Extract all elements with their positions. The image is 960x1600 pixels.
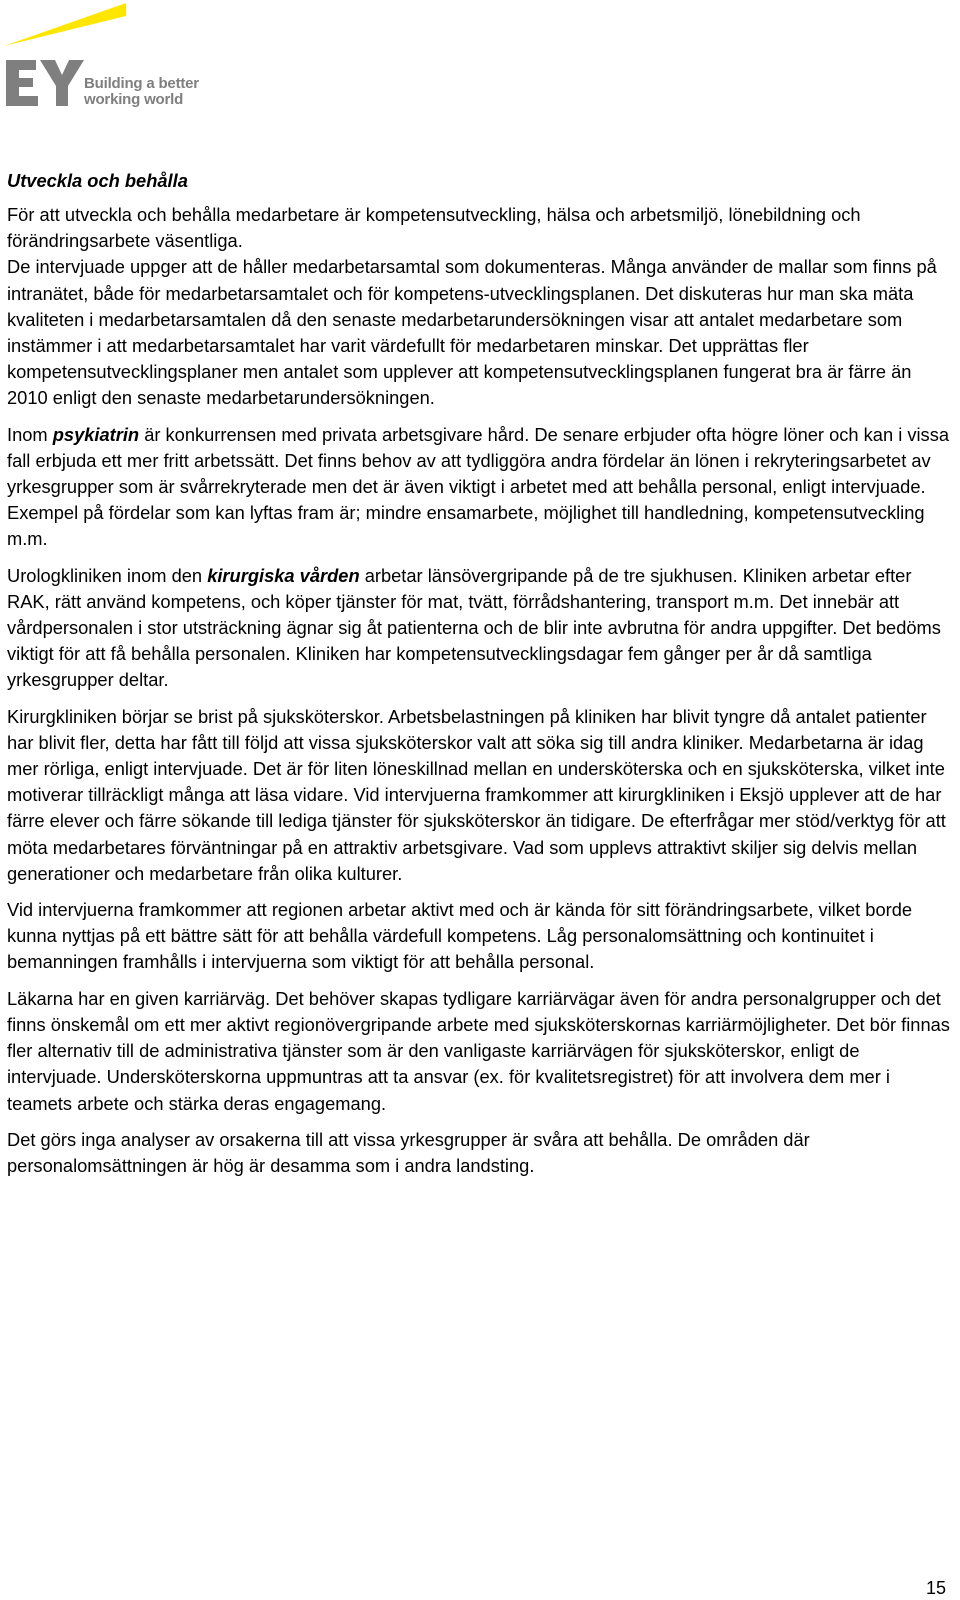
paragraph-3-lead: Inom (7, 423, 53, 445)
paragraph-4-lead: Urologkliniken inom den (7, 564, 208, 586)
paragraph-5: Kirurgkliniken börjar se brist på sjuksköterskor. Arbetsbelastningen på kliniken har blivit tyngre då antalet patienter har blivit fler, detta har fått till följd att vissa sjuksköterskor valt att söka sig till andra kliniker. Medarbetarna är idag mer rörliga, enligt intervjuade. Det är för liten löneskillnad mellan en undersköterska och en sjuksköterska, vilket inte motiverar tillräckligt många att läsa vidare. Vid intervjuerna framkommer att kirurgkliniken i Eksjö upplever att de har färre elever och färre sökande till lediga tjänster för sjuksköterskor än tidigare. De efterfrågar mer stöd/verktyg för att möta medarbetares förväntningar på en attraktiv arbetsgivare. Vad som upplevs attraktivt skiljer sig delvis mellan generationer och medarbetare från olika kulturer. (7, 705, 946, 884)
paragraph-8: Det görs inga analyser av orsakerna till att vissa yrkesgrupper är svåra att behålla. De områden där personalomsättningen är hög är desamma som i andra landsting. (7, 1128, 810, 1176)
paragraph-1: För att utveckla och behålla medarbetare är kompetensutveckling, hälsa och arbetsmiljö, lönebildning och förändringsarbete väsentliga. (7, 204, 861, 252)
paragraph-4-body: arbetar länsövergripande på de tre sjukhusen. Kliniken arbetar efter RAK, rätt använd kompetens, och köper tjänster för mat, tvätt, förrådshantering, transport m.m. Det innebär att vårdpersonalen i stor utsträckning ägnar sig åt patienterna och de blir inte avbrutna för andra uppgifter. Det bedöms viktigt för att få behålla personalen. Kliniken har kompetensutvecklingsdagar fem gånger per år då samtliga yrkesgrupper deltar. (7, 564, 941, 691)
logo-tagline-line-2: working world (84, 91, 184, 108)
paragraph-4 (7, 563, 953, 694)
logo-tagline (84, 76, 199, 108)
paragraph-6: Vid intervjuerna framkommer att regionen arbetar aktivt med och är kända för sitt förändringsarbete, vilket borde kunna nyttjas på ett bättre sätt för att behålla värdefull kompetens. Låg personalomsättning och kontinuitet i bemanningen framhålls i intervjuerna som viktigt för att behålla personal. (7, 899, 913, 973)
paragraph-2: De intervjuade uppger att de håller medarbetarsamtal som dokumenteras. Många använder de mallar som finns på intranätet, både för medarbetarsamtalet och för kompetens-utvecklingsplanen. Det diskuteras hur man ska mäta kvaliteten i medarbetarsamtalen då den senaste medarbetarundersökningen visar att antalet medarbetare som instämmer i att medarbetarsamtalet har varit värdefullt för medarbetaren minskar. Det upprättas fler kompetensutvecklingsplaner men antalet som upplever att kompetensutvecklingsplanen fungerat bra är färre än 2010 enligt den senaste medarbetarundersökningen. (7, 256, 937, 409)
ey-logo (4, 0, 214, 115)
section-heading: Utveckla och behålla (7, 170, 188, 191)
paragraph-7: Läkarna har en given karriärväg. Det behöver skapas tydligare karriärvägar även för andra personalgrupper och det finns önskemål om ett mer aktivt regionövergripande arbete med sjuksköterskornas karriärmöjligheter. Det bör finnas fler alternativ till de administrativa tjänster som är den vanligaste karriärvägen för sjuksköterskor, enligt de intervjuade. Undersköterskorna uppmuntras att ta ansvar (ex. för kvalitetsregistret) för att involvera dem mer i teamets arbete och stärka deras engagemang. (7, 987, 950, 1114)
logo-tagline-line-1: Building a better (84, 75, 199, 92)
page-number: 15 (925, 1578, 946, 1598)
paragraph-3 (7, 422, 953, 553)
document-body (7, 168, 953, 1189)
paragraph-3-body: är konkurrensen med privata arbetsgivare hård. De senare erbjuder ofta högre löner och kan i vissa fall erbjuda ett mer fritt arbetssätt. Det finns behov av att tydliggöra andra fördelar än lönen i rekryteringsarbetet av yrkesgrupper som är svårrekryterade men det är även viktigt i arbetet med att behålla personal, enligt intervjuade. Exempel på fördelar som kan lyftas fram är; mindre ensamarbete, möjlighet till handledning, kompetensutveckling m.m. (7, 423, 950, 550)
paragraph-3-emphasis: psykiatrin (52, 423, 140, 445)
paragraph-4-emphasis: kirurgiska vården (207, 564, 360, 586)
